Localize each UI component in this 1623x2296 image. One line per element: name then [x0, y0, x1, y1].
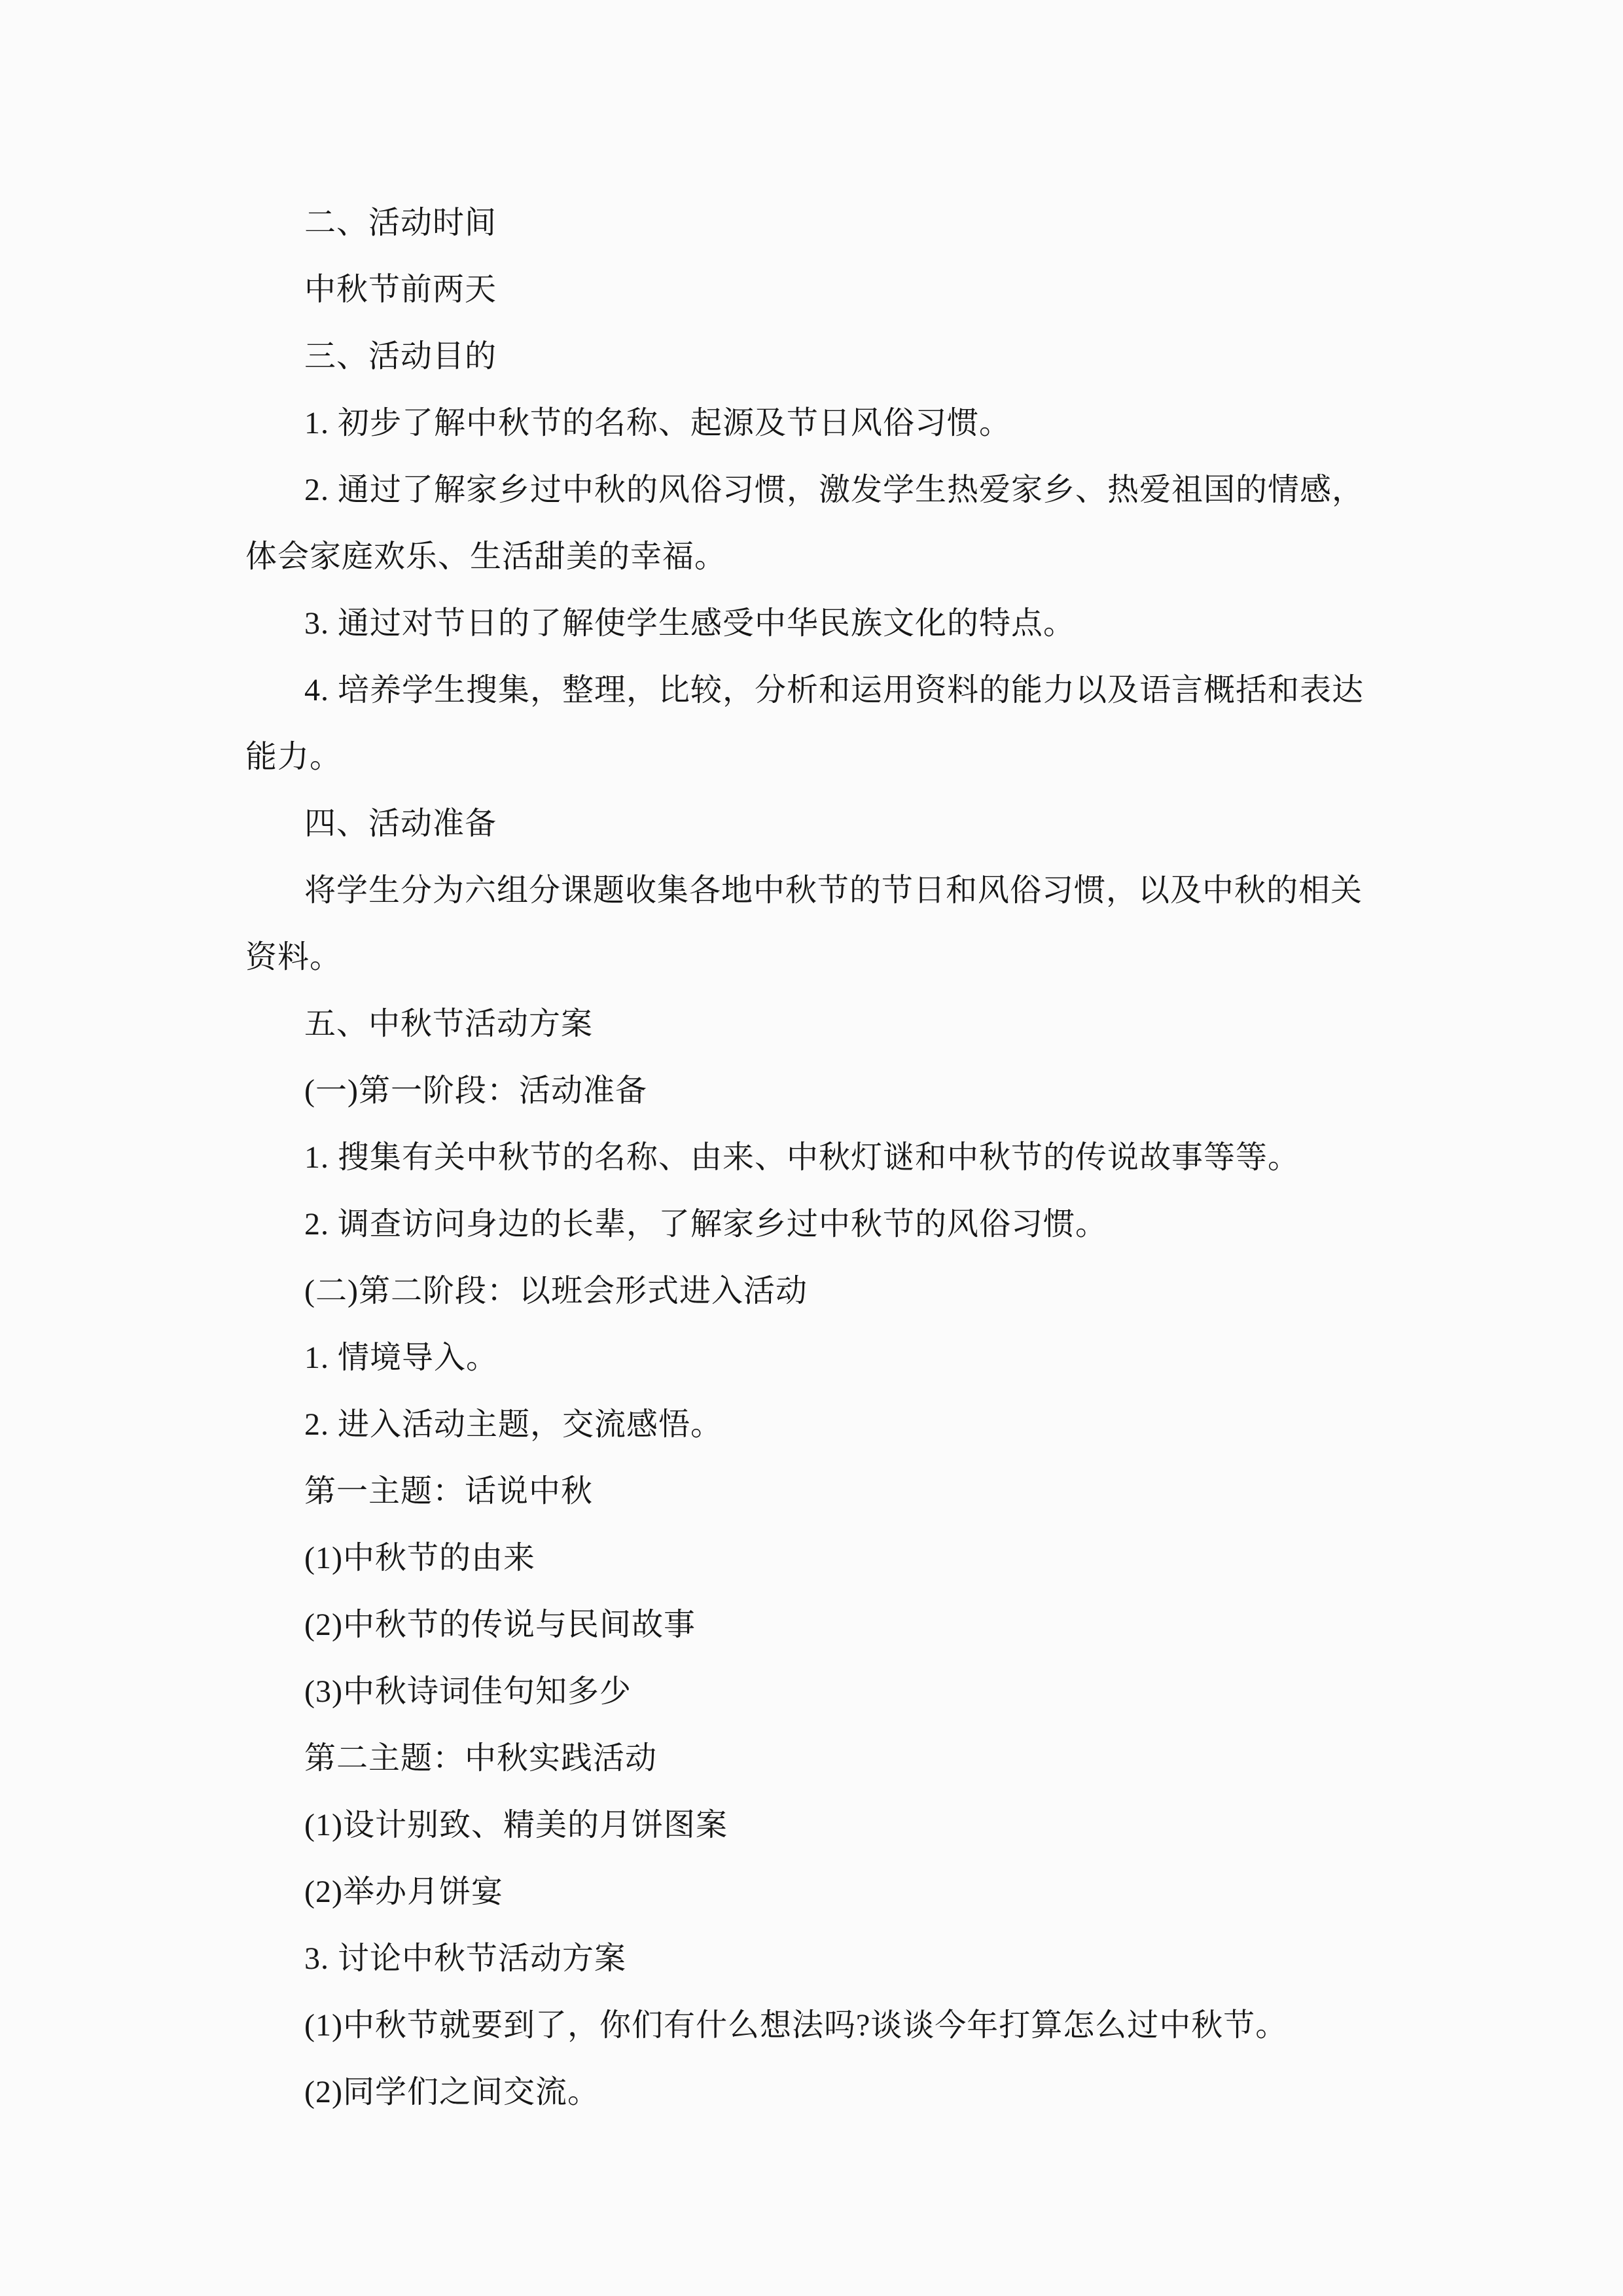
text-line-9: 能力。 — [245, 740, 342, 774]
text-line-20: 第一主题：话说中秋 — [304, 1474, 594, 1509]
text-line-5: 2. 通过了解家乡过中秋的风俗习惯，激发学生热爱家乡、热爱祖国的情感， — [304, 473, 1364, 507]
text-line-21: (1)中秋节的由来 — [304, 1541, 535, 1575]
text-line-16: 2. 调查访问身边的长辈，了解家乡过中秋节的风俗习惯。 — [304, 1207, 1108, 1242]
text-line-13: 五、中秋节活动方案 — [304, 1007, 594, 1041]
text-line-17: (二)第二阶段：以班会形式进入活动 — [304, 1274, 808, 1308]
text-line-6: 体会家庭欢乐、生活甜美的幸福。 — [245, 539, 727, 574]
text-line-7: 3. 通过对节日的了解使学生感受中华民族文化的特点。 — [304, 606, 1076, 641]
text-line-4: 1. 初步了解中秋节的名称、起源及节日风俗习惯。 — [304, 406, 1012, 440]
text-line-11: 将学生分为六组分课题收集各地中秋节的节日和风俗习惯，以及中秋的相关 — [304, 873, 1363, 908]
text-line-29: (2)同学们之间交流。 — [304, 2075, 599, 2109]
document-body — [245, 190, 1446, 2126]
text-line-10: 四、活动准备 — [304, 806, 497, 841]
text-line-28: (1)中秋节就要到了，你们有什么想法吗?谈谈今年打算怎么过中秋节。 — [304, 2008, 1288, 2043]
text-line-26: (2)举办月饼宴 — [304, 1874, 503, 1909]
text-line-1: 二、活动时间 — [304, 206, 497, 240]
text-line-23: (3)中秋诗词佳句知多少 — [304, 1674, 632, 1709]
text-line-2: 中秋节前两天 — [304, 272, 497, 307]
text-line-12: 资料。 — [245, 940, 342, 975]
text-line-24: 第二主题：中秋实践活动 — [304, 1741, 658, 1776]
text-line-14: (一)第一阶段：活动准备 — [304, 1073, 647, 1108]
text-line-8: 4. 培养学生搜集，整理，比较，分析和运用资料的能力以及语言概括和表达 — [304, 673, 1364, 708]
text-line-18: 1. 情境导入。 — [304, 1340, 499, 1375]
text-line-27: 3. 讨论中秋节活动方案 — [304, 1941, 627, 1976]
text-line-19: 2. 进入活动主题，交流感悟。 — [304, 1407, 723, 1442]
text-line-15: 1. 搜集有关中秋节的名称、由来、中秋灯谜和中秋节的传说故事等等。 — [304, 1140, 1300, 1175]
text-line-25: (1)设计别致、精美的月饼图案 — [304, 1808, 728, 1842]
text-line-22: (2)中秋节的传说与民间故事 — [304, 1607, 696, 1642]
text-line-3: 三、活动目的 — [304, 339, 497, 374]
